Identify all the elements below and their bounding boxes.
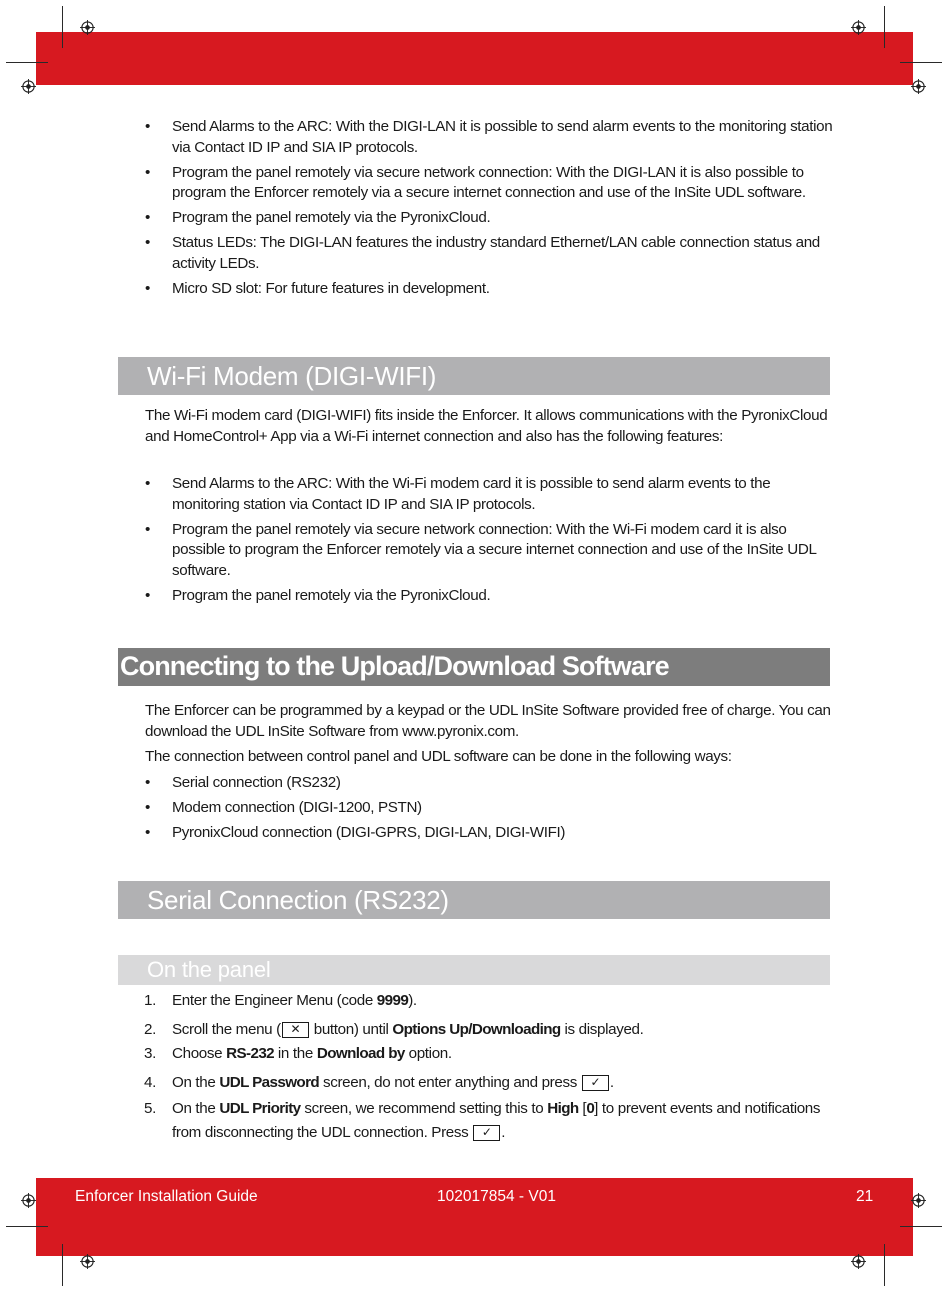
list-item: • Serial connection (RS232) [145,774,341,791]
section-heading-wifi: Wi-Fi Modem (DIGI-WIFI) [118,357,830,395]
x-key-icon: ✕ [282,1022,309,1038]
serial-steps-list [145,991,835,1150]
digi-lan-feature-list [145,117,835,304]
crop-mark [900,1226,942,1227]
connection-methods-list [145,773,835,848]
step-item: 1. Enter the Engineer Menu (code 9999). [144,992,417,1009]
wifi-intro: The Wi-Fi modem card (DIGI-WIFI) fits inside the Enforcer. It allows communications with the PyronixCloud and HomeControl+ App via a Wi-Fi internet connection and also has the following features: [145,407,828,445]
registration-mark-icon [80,20,95,35]
step-item: 3. Choose RS-232 in the Download by option. [144,1045,452,1062]
list-item: • Program the panel remotely via secure network connection: With the DIGI-LAN it is also possible to program the Enforcer remotely via a secure internet connection and use of the InSite UDL software. [145,163,806,201]
list-item: • Program the panel remotely via the PyronixCloud. [145,586,491,604]
step-item: 5. On the UDL Priority screen, we recommend setting this to High [0] to prevent events and notifications from disconnecting the UDL connection. Press ✓ . [144,1100,821,1141]
list-item: • Micro SD slot: For future features in development. [145,279,490,297]
subheading-on-the-panel: On the panel [118,955,830,985]
step-item: 2. Scroll the menu ( ✕ button) until Options Up/Downloading is displayed. [144,1020,644,1038]
footer-doc-number: 102017854 - V01 [437,1188,556,1205]
crop-mark [6,1226,48,1227]
crop-mark [900,62,942,63]
registration-mark-icon [21,79,36,94]
header-band [36,32,913,85]
tick-key-icon: ✓ [582,1075,609,1091]
step-item: 4. On the UDL Password screen, do not enter anything and press ✓ . [144,1073,614,1091]
list-item: • Program the panel remotely via the PyronixCloud. [145,209,491,226]
crop-mark [884,1244,885,1286]
connecting-para-1: The Enforcer can be programmed by a keypad or the UDL InSite Software provided free of charge. You can download the UDL InSite Software from www.pyronix.com. [145,702,831,740]
list-item: • Modem connection (DIGI-1200, PSTN) [145,799,422,816]
connecting-para-2: The connection between control panel and UDL software can be done in the following ways: [145,748,732,765]
registration-mark-icon [851,1254,866,1269]
list-item: • Status LEDs: The DIGI-LAN features the industry standard Ethernet/LAN cable connection status and activity LEDs. [145,234,820,272]
crop-mark [62,6,63,48]
footer-page-number: 21 [856,1188,874,1205]
list-item: • Send Alarms to the ARC: With the Wi-Fi modem card it is possible to send alarm events to the monitoring station via Contact ID IP and SIA IP protocols. [145,475,771,513]
crop-mark [884,6,885,48]
list-item: • Program the panel remotely via secure network connection: With the Wi-Fi modem card it is also possible to program the Enforcer remotely via a secure internet connection and use of the InSite UDL software. [145,520,817,579]
crop-mark [6,62,48,63]
section-heading-connecting: Connecting to the Upload/Download Software [118,648,830,686]
tick-key-icon: ✓ [473,1125,500,1141]
registration-mark-icon [80,1254,95,1269]
footer-guide-title: Enforcer Installation Guide [75,1188,258,1205]
section-heading-serial: Serial Connection (RS232) [118,881,830,919]
registration-mark-icon [851,20,866,35]
crop-mark [62,1244,63,1286]
registration-mark-icon [911,1193,926,1208]
registration-mark-icon [911,79,926,94]
wifi-feature-list [145,474,835,611]
list-item: • Send Alarms to the ARC: With the DIGI-LAN it is possible to send alarm events to the monitoring station via Contact ID IP and SIA IP protocols. [145,118,833,156]
registration-mark-icon [21,1193,36,1208]
list-item: • PyronixCloud connection (DIGI-GPRS, DIGI-LAN, DIGI-WIFI) [145,824,566,841]
